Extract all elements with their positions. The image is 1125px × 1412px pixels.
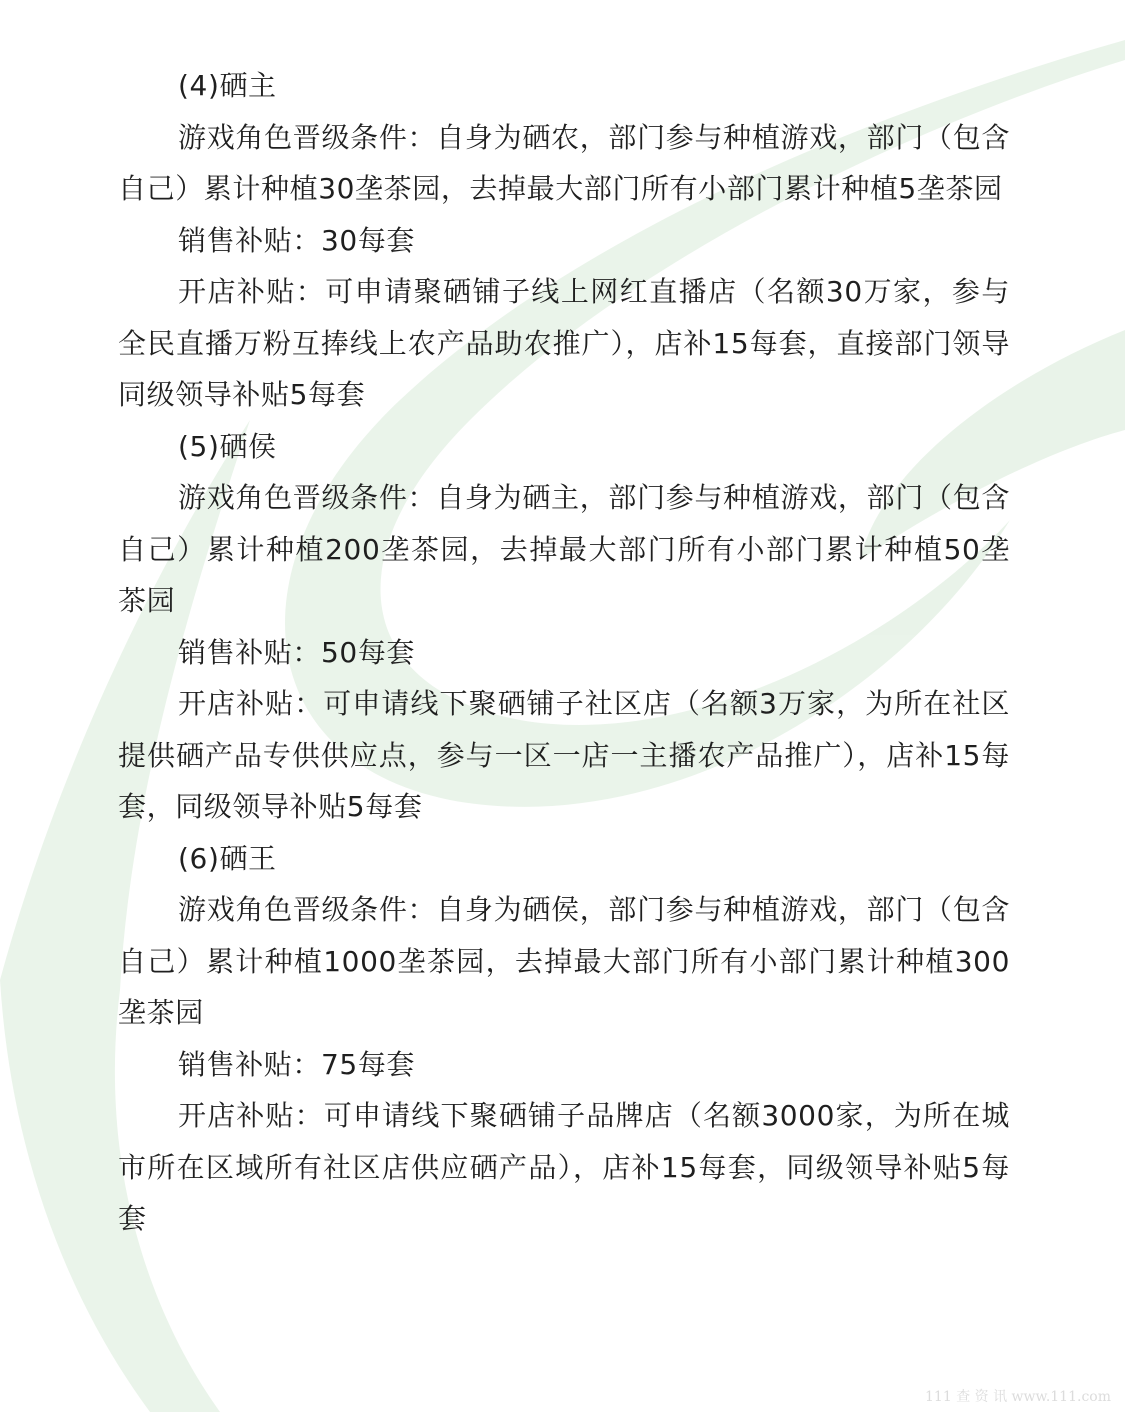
heading-rank-4: (4)硒主 bbox=[178, 69, 277, 102]
document-body bbox=[118, 60, 1010, 1245]
site-watermark-text: 111 查 资 讯 www.111.com bbox=[925, 1389, 1111, 1405]
store-subsidy-rank-5: 开店补贴：可申请线下聚硒铺子社区店（名额3万家，为所在社区提供硒产品专供供应点，参与一区一店一主播农产品推广），店补15每套，同级领导补贴5每套 bbox=[118, 687, 1010, 823]
promotion-condition-rank-5: 游戏角色晋级条件：自身为硒主，部门参与种植游戏，部门（包含自己）累计种植200垄茶园，去掉最大部门所有小部门累计种植50垄茶园 bbox=[118, 481, 1010, 617]
sales-subsidy-rank-5: 销售补贴：50每套 bbox=[178, 635, 416, 669]
promotion-condition-rank-4: 游戏角色晋级条件：自身为硒农，部门参与种植游戏，部门（包含自己）累计种植30垄茶园，去掉最大部门所有小部门累计种植5垄茶园 bbox=[118, 120, 1010, 205]
store-subsidy-rank-6: 开店补贴：可申请线下聚硒铺子品牌店（名额3000家，为所在城市所在区域所有社区店供应硒产品），店补15每套，同级领导补贴5每套 bbox=[118, 1099, 1010, 1235]
store-subsidy-rank-4: 开店补贴：可申请聚硒铺子线上网红直播店（名额30万家，参与全民直播万粉互捧线上农产品助农推广），店补15每套，直接部门领导同级领导补贴5每套 bbox=[118, 275, 1010, 411]
heading-rank-6: (6)硒王 bbox=[178, 841, 277, 875]
promotion-condition-rank-6: 游戏角色晋级条件：自身为硒侯，部门参与种植游戏，部门（包含自己）累计种植1000垄茶园，去掉最大部门所有小部门累计种植300垄茶园 bbox=[118, 893, 1010, 1029]
heading-rank-5: (5)硒侯 bbox=[178, 429, 277, 463]
sales-subsidy-rank-6: 销售补贴：75每套 bbox=[178, 1047, 416, 1081]
sales-subsidy-rank-4: 销售补贴：30每套 bbox=[178, 223, 416, 257]
